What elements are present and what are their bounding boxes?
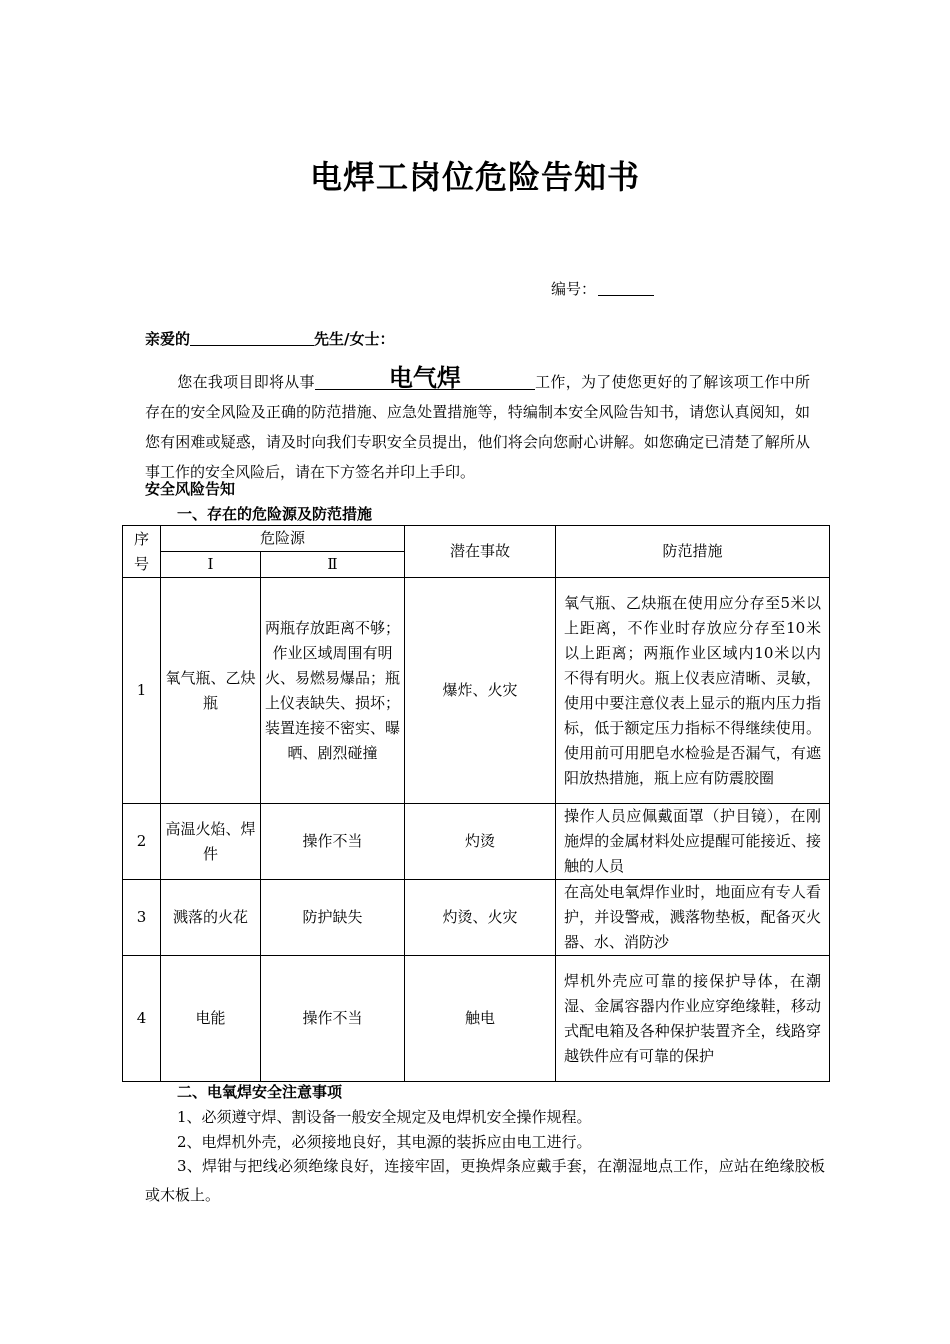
row-measures: 操作人员应佩戴面罩（护目镜），在刚施焊的金属材料处应提醒可能接近、接触的人员 (556, 804, 830, 880)
table-row (123, 578, 830, 804)
row-seq: 2 (123, 804, 161, 880)
intro-before: 您在我项目即将从事 (177, 373, 315, 391)
row-hazard-ii: 防护缺失 (261, 880, 405, 956)
number-blank (598, 281, 654, 296)
intro-after: 工作，为了使您更好的了解该项工作中所存在的安全风险及正确的防范措施、应急处置措施等，特编制本安全风险告知书，请您认真阅知，如您有困难或疑惑，请及时向我们专职安全员提出，他们将会向您耐心讲解。如您确定已清楚了解所从事工作的安全风险后，请在下方签名并印上手印。 (145, 373, 810, 481)
header-seq: 序号 (123, 526, 161, 578)
row-seq: 4 (123, 956, 161, 1082)
header-hazard: 危险源 (161, 526, 405, 552)
row-accident: 灼烫、火灾 (405, 880, 556, 956)
row-accident: 灼烫 (405, 804, 556, 880)
name-blank (190, 331, 314, 346)
page-title: 电焊工岗位危险告知书 (309, 158, 640, 196)
job-blank (315, 364, 535, 392)
row-accident: 触电 (405, 956, 556, 1082)
row-measures: 在高处电氧焊作业时，地面应有专人看护，并设警戒，溅落物垫板，配备灭火器、水、消防沙 (556, 880, 830, 956)
greeting-prefix: 亲爱的 (145, 330, 191, 348)
row-hazard-i: 溅落的火花 (161, 880, 261, 956)
row-seq: 1 (123, 578, 161, 804)
table-row (123, 956, 830, 1082)
number-label: 编号： (551, 280, 597, 298)
row-seq: 3 (123, 880, 161, 956)
table-header-row (123, 526, 830, 552)
intro-paragraph (145, 364, 810, 487)
table-row (123, 804, 830, 880)
row-hazard-ii: 操作不当 (261, 804, 405, 880)
header-hazard-i: Ⅰ (161, 552, 261, 578)
risk-heading: 安全风险告知 (145, 480, 236, 498)
row-measures: 氧气瓶、乙炔瓶在使用应分存至5米以上距离，不作业时存放应分存至10米以上距离；两瓶作业区域内10米以内不得有明火。瓶上仪表应清晰、灵敏，使用中要注意仪表上显示的瓶内压力指标，低于额定压力指标不得继续使用。使用前可用肥皂水检验是否漏气，有遮阳放热措施，瓶上应有防震胶圈 (556, 578, 830, 804)
row-hazard-i: 氧气瓶、乙炔瓶 (161, 578, 261, 804)
row-accident: 爆炸、火灾 (405, 578, 556, 804)
section1-heading: 一、存在的危险源及防范措施 (177, 505, 373, 523)
job-name: 电气焊 (388, 364, 461, 392)
row-hazard-i: 电能 (161, 956, 261, 1082)
greeting (145, 328, 395, 349)
document-number (551, 278, 654, 299)
hazard-table (122, 525, 830, 1082)
table-row (123, 880, 830, 956)
header-measures: 防范措施 (556, 526, 830, 578)
row-hazard-ii: 两瓶存放距离不够；作业区域周围有明火、易燃易爆品；瓶上仪表缺失、损坏；装置连接不密实、曝晒、剧烈碰撞 (261, 578, 405, 804)
rule-item: 2、电焊机外壳，必须接地良好，其电源的装拆应由电工进行。 (177, 1133, 592, 1151)
greeting-suffix: 先生/女士： (314, 330, 395, 348)
header-hazard-ii: Ⅱ (261, 552, 405, 578)
section2-heading: 二、电氧焊安全注意事项 (177, 1083, 343, 1101)
rule-item: 1、必须遵守焊、割设备一般安全规定及电焊机安全操作规程。 (177, 1108, 592, 1126)
row-hazard-i: 高温火焰、焊件 (161, 804, 261, 880)
header-accident: 潜在事故 (405, 526, 556, 578)
rule-item: 3、焊钳与把线必须绝缘良好，连接牢固，更换焊条应戴手套，在潮湿地点工作，应站在绝缘胶板或木板上。 (145, 1157, 825, 1204)
row-hazard-ii: 操作不当 (261, 956, 405, 1082)
row-measures: 焊机外壳应可靠的接保护导体，在潮湿、金属容器内作业应穿绝缘鞋，移动式配电箱及各种保护装置齐全，线路穿越铁件应有可靠的保护 (556, 956, 830, 1082)
